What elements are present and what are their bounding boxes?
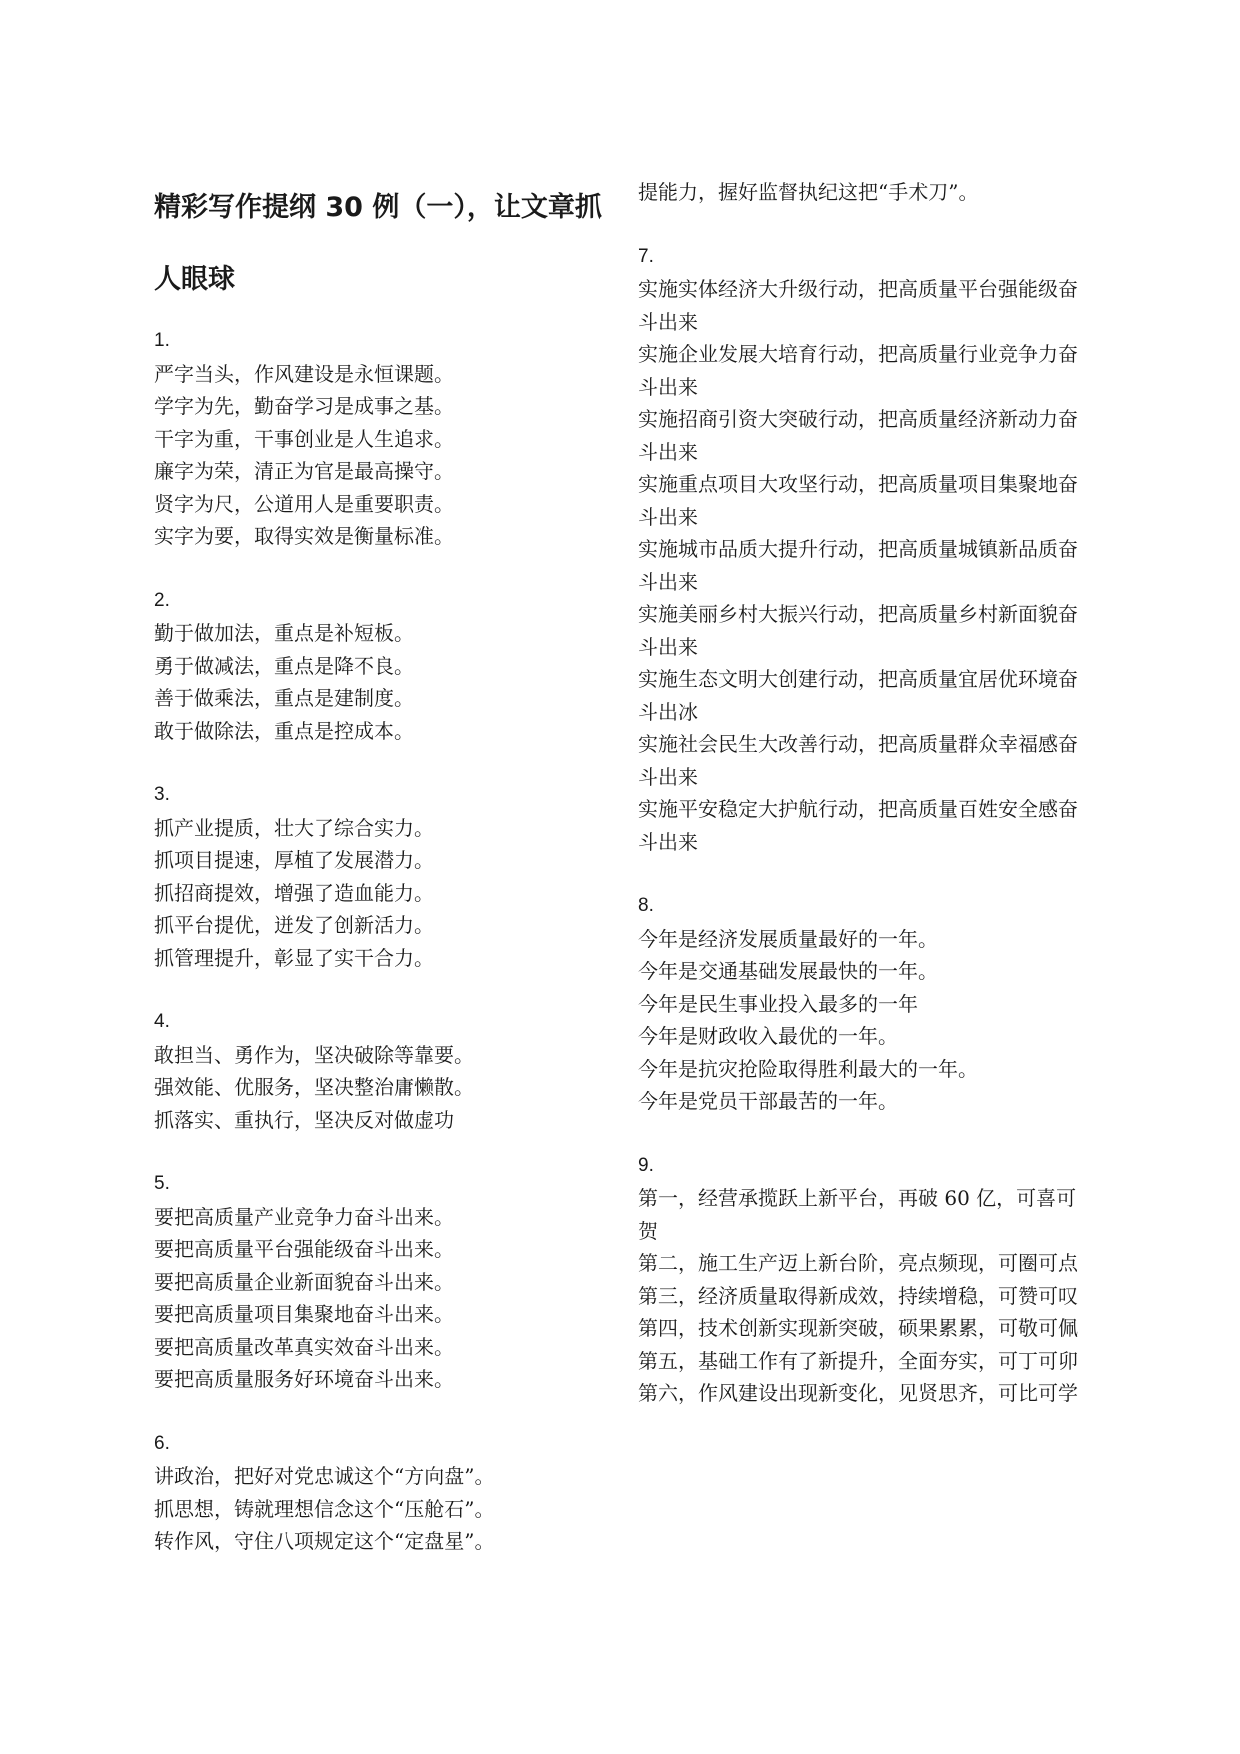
outline-line: 敢于做除法，重点是控成本。	[154, 718, 414, 743]
outline-section-8	[638, 890, 1088, 1118]
section-number: 2.	[154, 589, 170, 611]
outline-line: 抓思想，铸就理想信念这个“压舱石”。	[154, 1496, 495, 1521]
left-column	[154, 325, 604, 1558]
section-number: 6.	[154, 1432, 170, 1454]
outline-line: 第四，技术创新实现新突破，硕果累累，可敬可佩	[638, 1316, 1078, 1340]
outline-section-2	[154, 585, 604, 748]
outline-section-6	[154, 1428, 604, 1558]
document-title: 精彩写作提纲 30 例（一），让文章抓人眼球	[154, 192, 602, 295]
outline-line: 今年是抗灾抢险取得胜利最大的一年。	[638, 1056, 978, 1081]
outline-line: 第三，经济质量取得新成效，持续增稳，可赞可叹	[638, 1283, 1078, 1308]
outline-line: 第二，施工生产迈上新台阶，亮点频现，可圈可点	[638, 1251, 1078, 1275]
outline-section-3	[154, 779, 604, 974]
outline-line: 要把高质量平台强能级奋斗出来。	[154, 1237, 454, 1261]
outline-line: 今年是财政收入最优的一年。	[638, 1024, 898, 1048]
outline-line: 今年是民生事业投入最多的一年	[638, 991, 918, 1016]
outline-line: 实施企业发展大培育行动，把高质量行业竞争力奋斗出来	[638, 342, 1078, 399]
outline-line: 抓管理提升，彰显了实干合力。	[154, 945, 434, 970]
outline-line: 抓落实、重执行，坚决反对做虚功	[154, 1107, 454, 1132]
outline-line: 抓平台提优，迸发了创新活力。	[154, 913, 434, 937]
outline-line: 实施平安稳定大护航行动，把高质量百姓安全感奋斗出来	[638, 797, 1078, 854]
outline-section-4	[154, 1006, 604, 1136]
right-column	[638, 176, 1088, 1410]
outline-line: 实施重点项目大攻坚行动，把高质量项目集聚地奋斗出来	[638, 472, 1078, 529]
section-number: 4.	[154, 1011, 170, 1032]
outline-line: 实施美丽乡村大振兴行动，把高质量乡村新面貌奋斗出来	[638, 602, 1078, 659]
outline-line: 实施生态文明大创建行动，把高质量宜居优环境奋斗出冰	[638, 667, 1078, 724]
outline-line: 实施招商引资大突破行动，把高质量经济新动力奋斗出来	[638, 407, 1078, 464]
outline-line: 今年是交通基础发展最快的一年。	[638, 959, 938, 983]
outline-line: 第六，作风建设出现新变化，见贤思齐，可比可学	[638, 1381, 1078, 1405]
outline-line: 要把高质量产业竞争力奋斗出来。	[154, 1204, 454, 1229]
outline-line: 干字为重，干事创业是人生追求。	[154, 426, 454, 451]
outline-line: 学字为先，勤奋学习是成事之基。	[154, 394, 454, 418]
outline-line: 善于做乘法，重点是建制度。	[154, 686, 414, 710]
section-number: 7.	[638, 245, 654, 267]
section-number: 3.	[154, 784, 170, 805]
outline-line: 廉字为荣，清正为官是最高操守。	[154, 459, 454, 483]
section-number: 9.	[638, 1154, 654, 1176]
outline-line: 要把高质量服务好环境奋斗出来。	[154, 1367, 454, 1391]
outline-line: 要把高质量改革真实效奋斗出来。	[154, 1334, 454, 1359]
outline-line: 勇于做减法，重点是降不良。	[154, 653, 414, 678]
outline-line: 第五，基础工作有了新提升，全面夯实，可丁可卯	[638, 1348, 1078, 1373]
outline-line: 要把高质量企业新面貌奋斗出来。	[154, 1269, 454, 1294]
section-number: 8.	[638, 895, 654, 916]
outline-line: 实字为要，取得实效是衡量标准。	[154, 524, 454, 548]
outline-line: 实施社会民生大改善行动，把高质量群众幸福感奋斗出来	[638, 732, 1078, 789]
outline-section-9	[638, 1150, 1088, 1410]
outline-line: 实施实体经济大升级行动，把高质量平台强能级奋斗出来	[638, 277, 1078, 334]
section-number: 5.	[154, 1173, 170, 1194]
continuation-line: 提能力，握好监督执纪这把“手术刀”。	[638, 180, 979, 204]
outline-line: 强效能、优服务，坚决整治庸懒散。	[154, 1075, 474, 1099]
outline-section-7	[638, 241, 1088, 859]
outline-line: 敢担当、勇作为，坚决破除等靠要。	[154, 1042, 474, 1067]
outline-line: 转作风，守住八项规定这个“定盘星”。	[154, 1529, 495, 1553]
outline-line: 第一，经营承揽跃上新平台，再破 60 亿，可喜可贺	[638, 1186, 1077, 1243]
outline-line: 抓产业提质，壮大了综合实力。	[154, 815, 434, 840]
outline-line: 今年是党员干部最苦的一年。	[638, 1089, 898, 1113]
outline-line: 要把高质量项目集聚地奋斗出来。	[154, 1302, 454, 1326]
outline-line: 贤字为尺，公道用人是重要职责。	[154, 491, 454, 516]
outline-line: 抓项目提速，厚植了发展潜力。	[154, 848, 434, 872]
outline-line: 今年是经济发展质量最好的一年。	[638, 926, 938, 951]
section-number: 1.	[154, 330, 170, 351]
outline-line: 讲政治，把好对党忠诚这个“方向盘”。	[154, 1464, 495, 1488]
outline-section-5	[154, 1168, 604, 1396]
outline-line: 实施城市品质大提升行动，把高质量城镇新品质奋斗出来	[638, 537, 1078, 594]
outline-line: 勤于做加法，重点是补短板。	[154, 621, 414, 645]
outline-line: 严字当头，作风建设是永恒课题。	[154, 361, 454, 386]
outline-section-1	[154, 325, 604, 553]
outline-line: 抓招商提效，增强了造血能力。	[154, 880, 434, 905]
